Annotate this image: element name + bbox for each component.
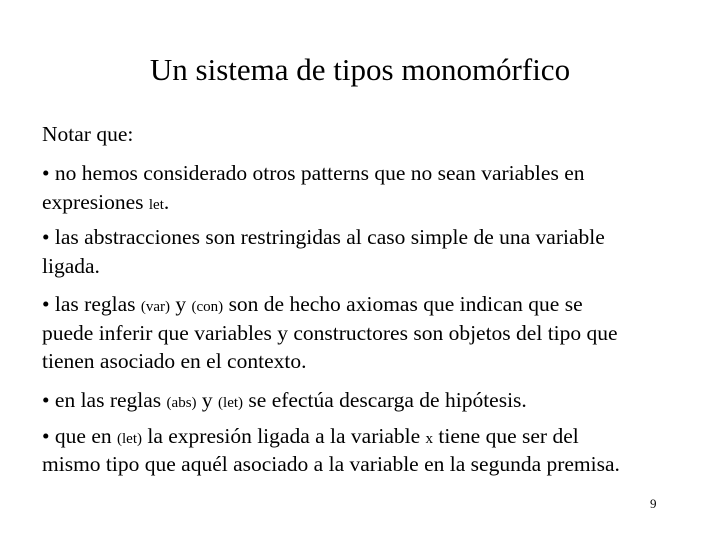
rule-name: (let) [117, 431, 142, 447]
bullet-3-line-1 [42, 294, 583, 316]
slide-title: Un sistema de tipos monomórfico [149, 52, 571, 87]
text: y [196, 388, 219, 412]
text: • que en [42, 424, 117, 448]
code-term: let [148, 197, 164, 213]
text: expresiones [42, 190, 149, 214]
rule-name: (let) [218, 395, 244, 411]
bullet-4-line-1 [42, 390, 527, 412]
variable-name: x [425, 431, 434, 447]
text: la expresión ligada a la variable [141, 424, 426, 448]
bullet-5-line-1 [42, 426, 579, 448]
text: son de hecho axiomas que indican que se [223, 292, 583, 316]
bullet-2-line-2: ligada. [42, 254, 100, 278]
bullet-3-line-3: tienen asociado en el contexto. [42, 349, 307, 373]
bullet-1-line-2 [42, 192, 169, 214]
intro-text: Notar que: [42, 122, 134, 146]
text: tiene que ser del [433, 424, 579, 448]
text: • en las reglas [42, 388, 167, 412]
text: . [163, 190, 170, 214]
text: • las reglas [42, 292, 141, 316]
text: y [170, 292, 192, 316]
bullet-1-line-1: • no hemos considerado otros patterns que no sean variables en [42, 161, 585, 185]
bullet-3-line-2: puede inferir que variables y constructores son objetos del tipo que [42, 321, 618, 345]
page-number: 9 [650, 496, 657, 511]
rule-name: (abs) [166, 395, 197, 411]
text: se efectúa descarga de hipótesis. [243, 388, 527, 412]
bullet-5-line-2: mismo tipo que aquél asociado a la variable en la segunda premisa. [42, 452, 620, 476]
rule-name: (con) [191, 299, 224, 315]
bullet-2-line-1: • las abstracciones son restringidas al caso simple de una variable [42, 225, 605, 249]
rule-name: (var) [140, 299, 171, 315]
